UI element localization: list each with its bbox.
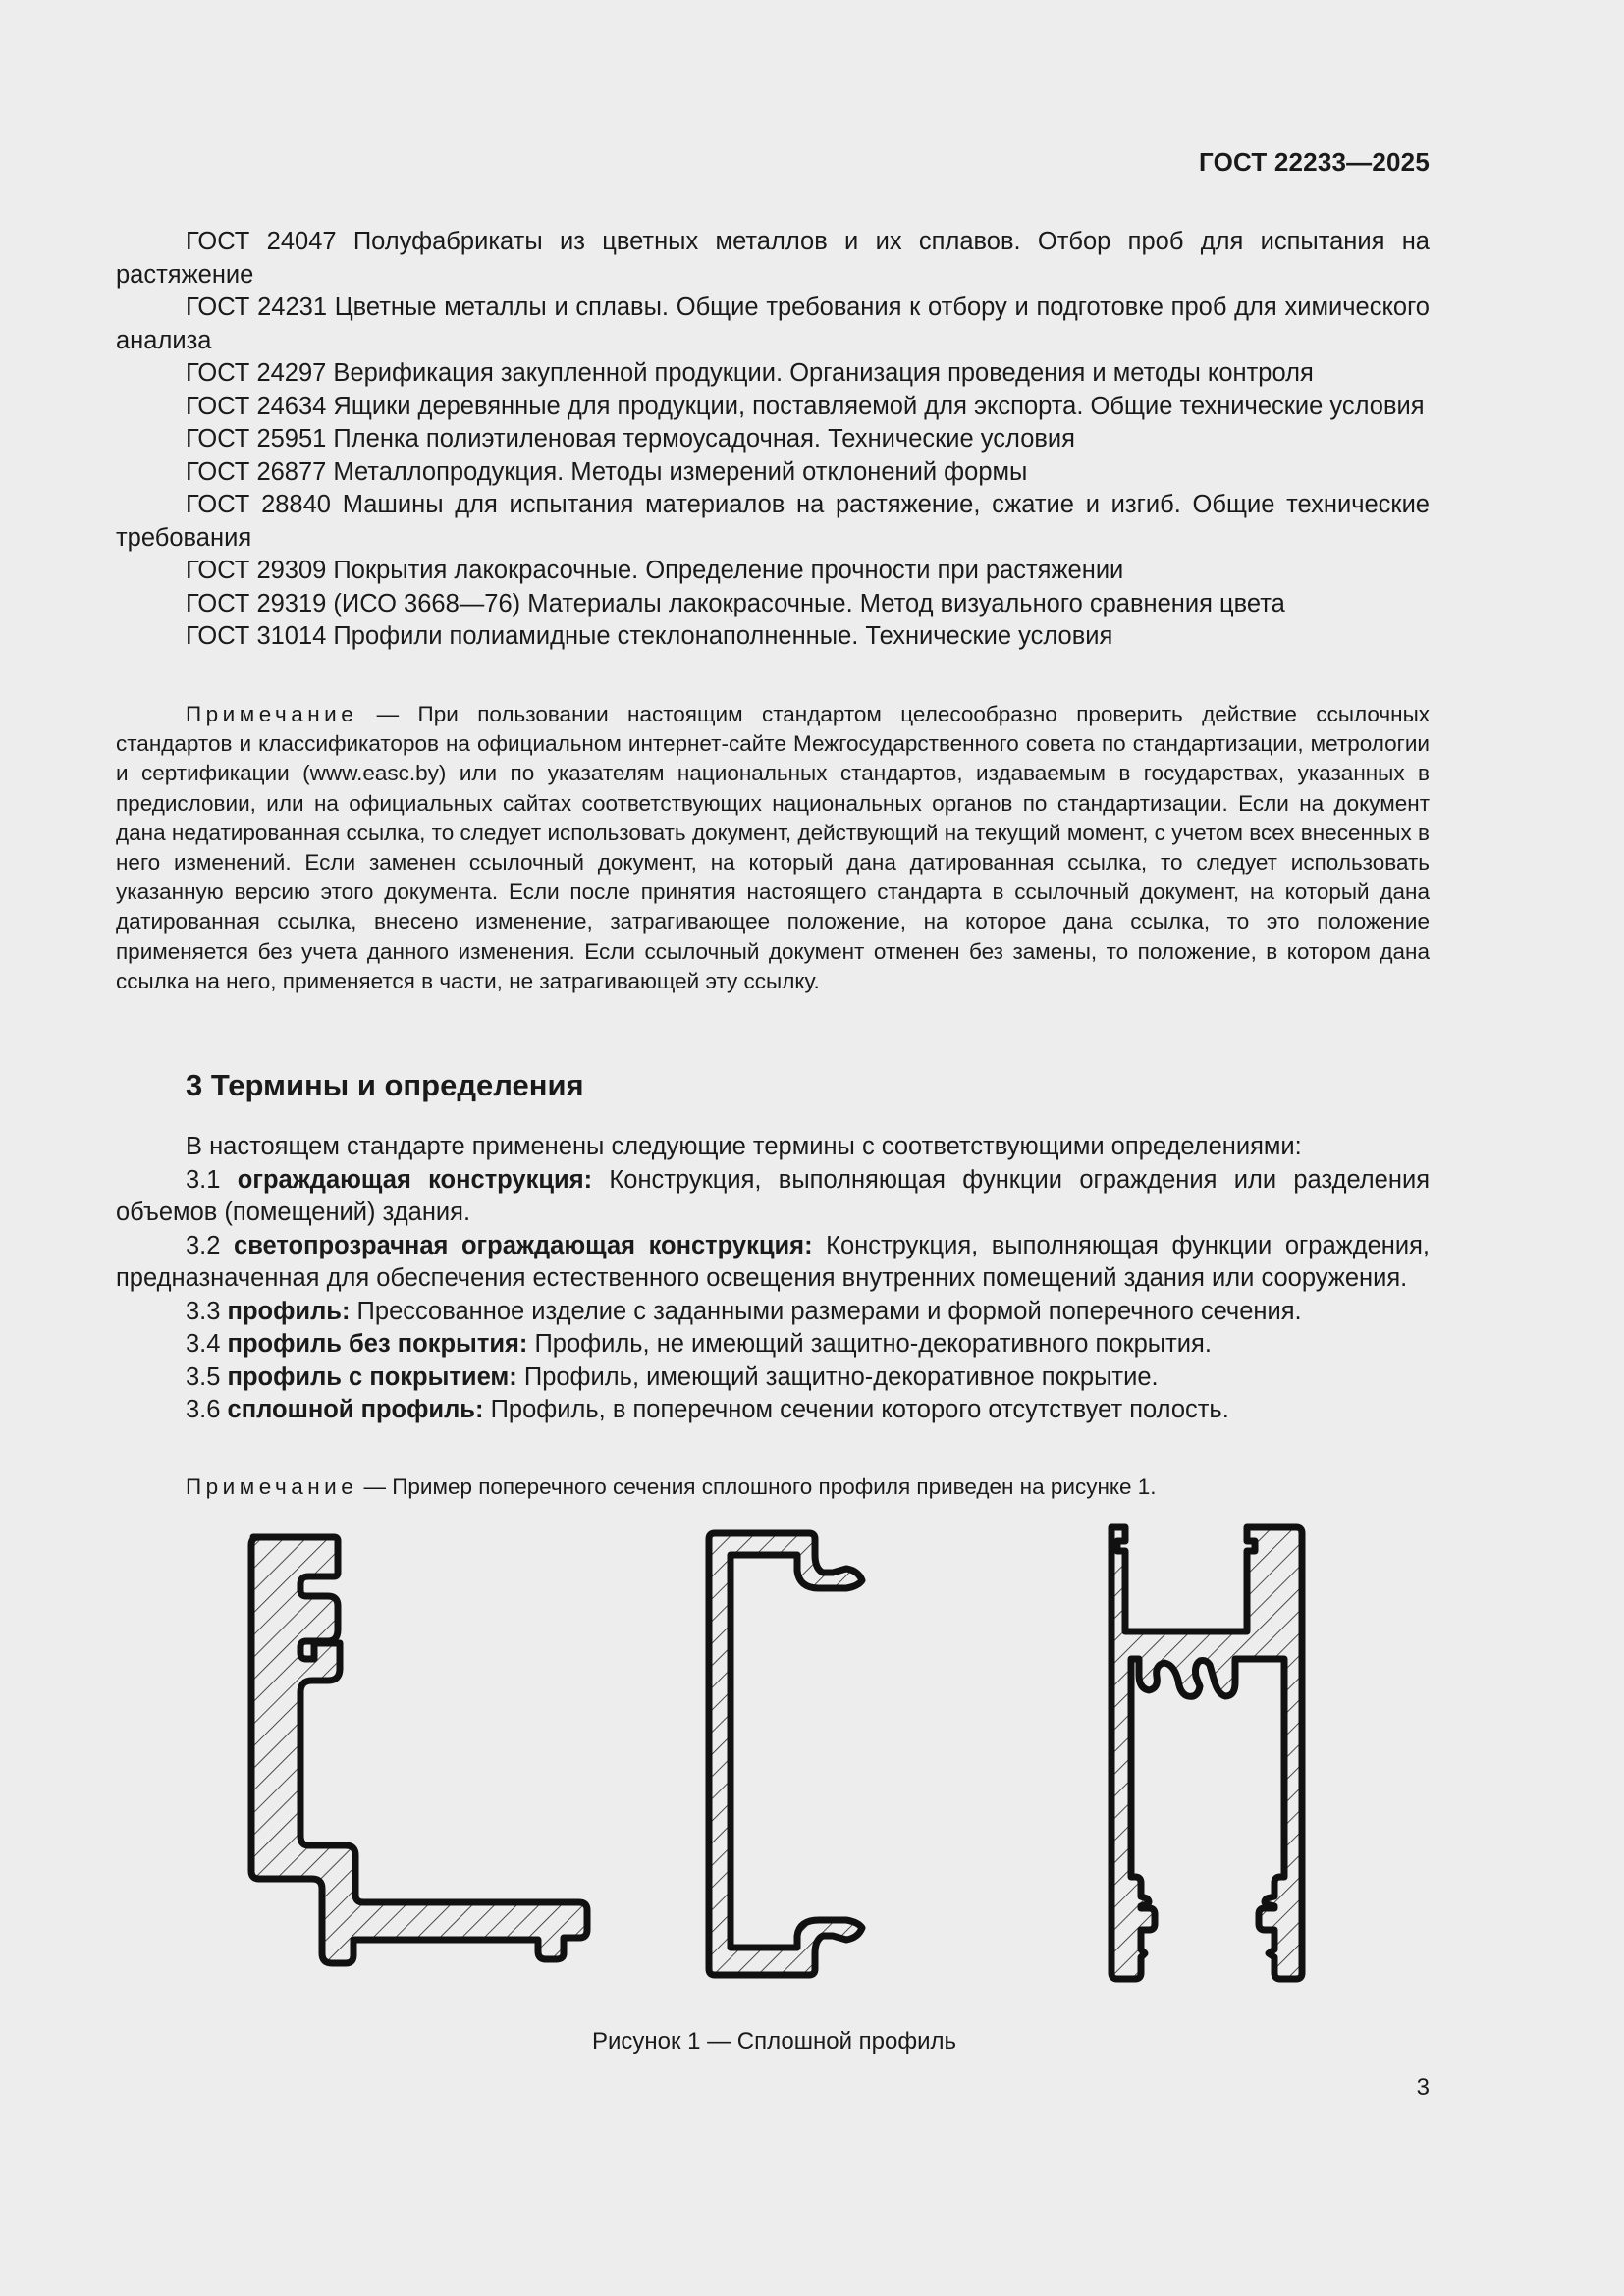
reference-item: ГОСТ 24634 Ящики деревянные для продукции, поставляемой для экспорта. Общие технические условия	[186, 392, 1425, 420]
term-number: 3.3	[186, 1297, 228, 1325]
term-number: 3.5	[186, 1362, 228, 1391]
term-name: профиль без покрытия:	[227, 1330, 528, 1358]
references-list	[116, 226, 1430, 654]
note-text: — При пользовании настоящим стандартом целесообразно проверить действие ссылочных стандартов и классификаторов на официальном интернет-сайте Межгосударственного совета по стандартизации, метрологии и сертификации (www.easc.by) или по указателям национальных стандартов, издаваемым в государствах, указанных в предисловии, или на официальных сайтах соответствующих национальных органов по стандартизации. Если на документ дана недатированная ссылка, то следует использовать документ, действующий на текущий момент, с учетом всех внесенных в него изменений. Если заменен ссылочный документ, на который дана датированная ссылка, то следует использовать указанную версию этого документа. Если после принятия настоящего стандарта в ссылочный документ, на который дана датированная ссылка, внесено изменение, затрагивающее положение, на которое дана ссылка, то это положение применяется без учета данного изменения. Если ссылочный документ отменен без замены, то положение, в котором дана ссылка на него, применяется в части, не затрагивающей эту ссылку.	[116, 702, 1430, 993]
term-name: профиль с покрытием:	[227, 1362, 517, 1391]
term-number: 3.2	[186, 1231, 235, 1259]
figure-caption: Рисунок 1 — Сплошной профиль	[591, 2028, 957, 2055]
term-name: ограждающая конструкция:	[237, 1165, 593, 1194]
reference-item: ГОСТ 24047 Полуфабрикаты из цветных металлов и их сплавов. Отбор проб для испытания на растяжение	[116, 228, 1430, 289]
profile-c-channel	[709, 1533, 862, 1975]
term-item	[116, 1164, 1430, 1230]
section-title: 3 Термины и определения	[186, 1068, 584, 1102]
term-item	[116, 1230, 1430, 1296]
profile-drawings	[0, 1512, 1624, 2002]
note-figure	[116, 1472, 1430, 1502]
terms-intro: В настоящем стандарте применены следующие термины с соответствующими определениями:	[186, 1133, 1302, 1160]
term-item	[116, 1328, 1430, 1362]
profile-l-shape	[251, 1537, 587, 1963]
term-definition: Профиль, имеющий защитно-декоративное покрытие.	[516, 1362, 1159, 1391]
term-item	[116, 1394, 1430, 1427]
term-definition: Конструкция, выполняющая функции ограждения, предназначенная для обеспечения естественного освещения внутренних помещений здания или сооружения.	[116, 1231, 1430, 1292]
term-definition: Конструкция, выполняющая функции ограждения или разделения объемов (помещений) здания.	[116, 1165, 1430, 1226]
profile-h-shape	[1111, 1527, 1302, 1979]
profile-outline	[1111, 1527, 1302, 1979]
reference-item: ГОСТ 31014 Профили полиамидные стеклонаполненные. Технические условия	[186, 622, 1113, 650]
term-number: 3.6	[186, 1396, 228, 1423]
profile-outline	[709, 1533, 862, 1975]
term-definition: Профиль, в поперечном сечении которого отсутствует полость.	[483, 1396, 1229, 1423]
reference-item: ГОСТ 29319 (ИСО 3668—76) Материалы лакокрасочные. Метод визуального сравнения цвета	[186, 589, 1285, 617]
term-name: профиль:	[227, 1297, 351, 1325]
term-number: 3.1	[186, 1165, 238, 1194]
term-name: светопрозрачная ограждающая конструкция:	[234, 1231, 813, 1259]
term-item	[116, 1362, 1430, 1395]
reference-item: ГОСТ 24297 Верификация закупленной продукции. Организация проведения и методы контроля	[186, 359, 1314, 387]
term-item	[116, 1296, 1430, 1329]
note-label: Примечание	[186, 1474, 358, 1499]
term-number: 3.4	[186, 1330, 228, 1358]
note-text: — Пример поперечного сечения сплошного профиля приведен на рисунке 1.	[357, 1474, 1157, 1499]
terms-list	[116, 1131, 1430, 1427]
reference-item: ГОСТ 29309 Покрытия лакокрасочные. Определение прочности при растяжении	[186, 557, 1124, 584]
page-number: 3	[1416, 2074, 1430, 2101]
profile-outline	[251, 1537, 587, 1963]
document-code: ГОСТ 22233—2025	[1199, 147, 1430, 177]
note-references	[116, 700, 1430, 996]
term-definition: Прессованное изделие с заданными размерами и формой поперечного сечения.	[350, 1297, 1302, 1325]
note-label: Примечание	[186, 702, 358, 726]
reference-item: ГОСТ 24231 Цветные металлы и сплавы. Общие требования к отбору и подготовке проб для химического анализа	[116, 294, 1430, 354]
reference-item: ГОСТ 28840 Машины для испытания материалов на растяжение, сжатие и изгиб. Общие технические требования	[116, 491, 1430, 552]
term-name: сплошной профиль:	[227, 1396, 484, 1423]
reference-item: ГОСТ 26877 Металлопродукция. Методы измерений отклонений формы	[186, 457, 1028, 486]
reference-item: ГОСТ 25951 Пленка полиэтиленовая термоусадочная. Технические условия	[186, 425, 1075, 453]
figure-profiles	[0, 1512, 1624, 2002]
term-definition: Профиль, не имеющий защитно-декоративного покрытия.	[527, 1330, 1212, 1358]
